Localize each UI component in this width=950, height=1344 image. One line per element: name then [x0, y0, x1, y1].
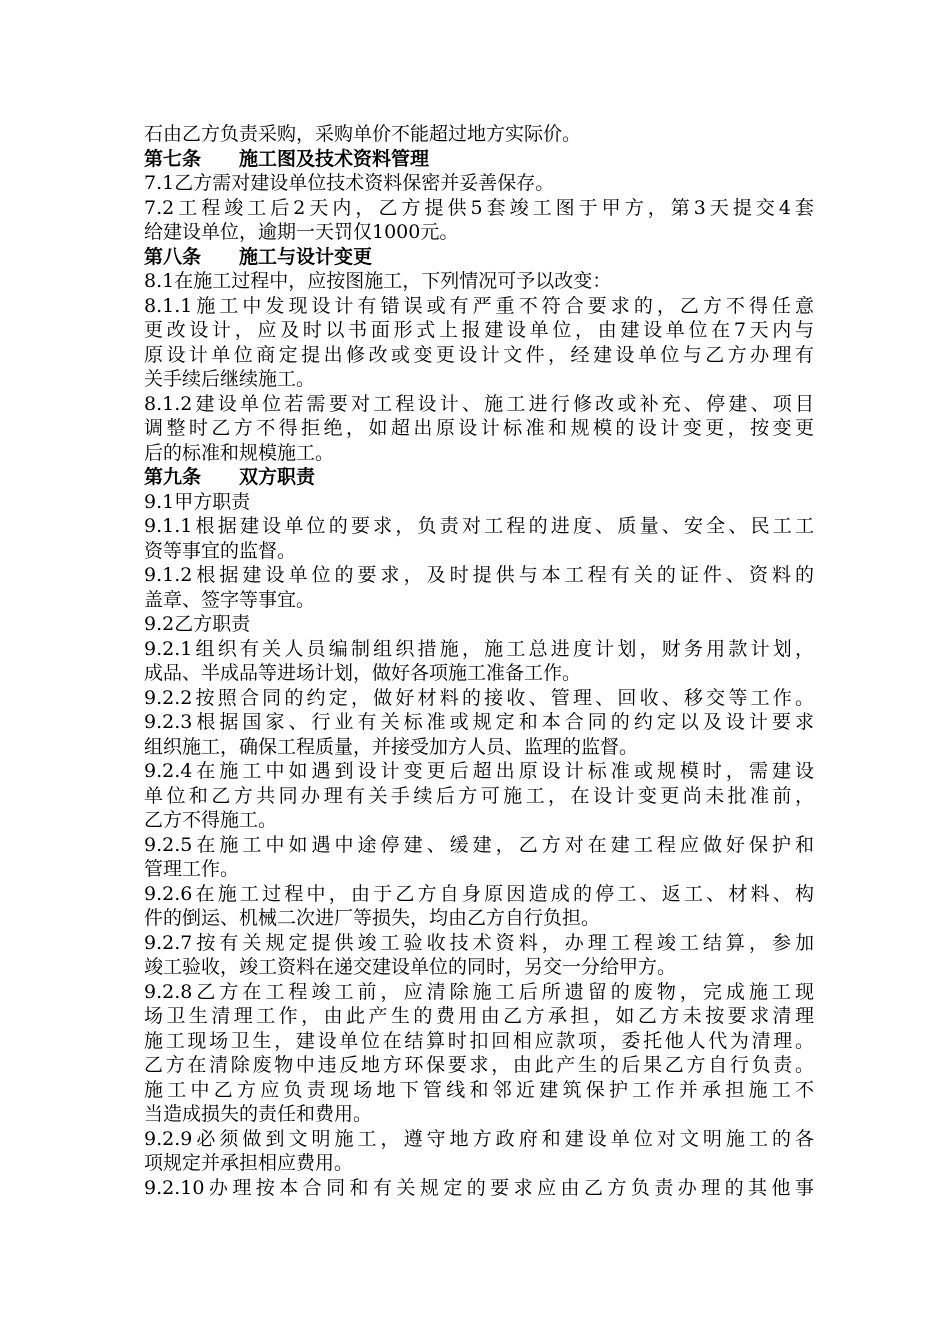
document-page	[144, 122, 814, 1200]
text-line: 关手续后继续施工。	[144, 368, 316, 390]
text-line: 9.2乙方职责	[144, 613, 251, 635]
text-line: 成品、半成品等进场计划，做好各项施工准备工作。	[144, 662, 582, 684]
text-line: 管理工作。	[144, 858, 240, 880]
text-line: 后的标准和规模施工。	[144, 441, 335, 464]
text-line: 竣工验收，竣工资料在递交建设单位的同时，另交一分给甲方。	[144, 956, 677, 978]
text-line: 9.1.2根据建设单位的要求，及时提供与本工程有关的证件、资料的	[144, 564, 814, 586]
text-line: 件的倒运、机械二次进厂等损失，均由乙方自行负担。	[144, 907, 601, 929]
text-line: 9.1甲方职责	[144, 490, 251, 513]
text-line: 资等事宜的监督。	[144, 539, 297, 562]
text-line: 组织施工，确保工程质量，并接受加方人员、监理的监督。	[144, 735, 639, 758]
text-line: 更改设计，应及时以书面形式上报建设单位，由建设单位在7天内与	[144, 319, 814, 341]
text-line: 8.1在施工过程中，应按图施工，下列情况可予以改变：	[144, 270, 612, 292]
text-line: 9.2.6在施工过程中，由于乙方自身原因造成的停工、返工、材料、构	[144, 882, 814, 905]
text-line: 施工现场卫生，建设单位在结算时扣回相应款项，委托他人代为清理。	[144, 1029, 814, 1052]
text-line: 9.2.1组织有关人员编制组织措施，施工总进度计划，财务用款计划，	[144, 637, 814, 660]
text-line: 7.1乙方需对建设单位技术资料保密并妥善保存。	[144, 172, 555, 194]
text-line: 项规定并承担相应费用。	[144, 1152, 354, 1174]
text-line: 8.1.2建设单位若需要对工程设计、施工进行修改或补充、停建、项目	[144, 392, 814, 415]
text-line: 盖章、签字等事宜。	[144, 588, 316, 611]
article-heading: 第七条 施工图及技术资料管理	[144, 147, 430, 170]
text-line: 乙方不得施工。	[144, 809, 278, 831]
text-line: 9.2.8乙方在工程竣工前，应清除施工后所遗留的废物，完成施工现	[144, 980, 814, 1003]
text-line: 9.2.9必须做到文明施工，遵守地方政府和建设单位对文明施工的各	[144, 1127, 814, 1150]
text-line: 施工中乙方应负责现场地下管线和邻近建筑保护工作并承担施工不	[144, 1078, 814, 1101]
text-line: 8.1.1施工中发现设计有错误或有严重不符合要求的，乙方不得任意	[144, 294, 814, 317]
text-line: 给建设单位，逾期一天罚仅1000元。	[144, 221, 459, 243]
article-heading: 第九条 双方职责	[144, 466, 316, 488]
text-line: 9.2.3根据国家、行业有关标准或规定和本合同的约定以及设计要求	[144, 711, 814, 733]
text-line: 乙方在清除废物中违反地方环保要求，由此产生的后果乙方自行负责。	[144, 1054, 814, 1076]
text-line: 单位和乙方共同办理有关手续后方可施工，在设计变更尚未批准前，	[144, 784, 814, 807]
text-line: 9.2.2按照合同的约定，做好材料的接收、管理、回收、移交等工作。	[144, 686, 814, 709]
text-line: 7.2工程竣工后2天内，乙方提供5套竣工图于甲方，第3天提交4套	[144, 196, 814, 219]
text-line: 9.2.7按有关规定提供竣工验收技术资料，办理工程竣工结算，参加	[144, 931, 814, 954]
text-line: 9.2.10办理按本合同和有关规定的要求应由乙方负责办理的其他事	[144, 1176, 814, 1199]
text-line: 场卫生清理工作，由此产生的费用由乙方承担，如乙方未按要求清理	[144, 1005, 814, 1027]
text-line: 调整时乙方不得拒绝，如超出原设计标准和规模的设计变更，按变更	[144, 417, 814, 439]
article-heading: 第八条 施工与设计变更	[144, 245, 373, 268]
text-line: 9.2.5在施工中如遇中途停建、缓建，乙方对在建工程应做好保护和	[144, 833, 814, 856]
text-line: 9.1.1根据建设单位的要求，负责对工程的进度、质量、安全、民工工	[144, 515, 814, 537]
text-line: 9.2.4在施工中如遇到设计变更后超出原设计标准或规模时，需建设	[144, 760, 814, 782]
text-line: 石由乙方负责采购，采购单价不能超过地方实际价。	[144, 123, 582, 145]
text-line: 原设计单位商定提出修改或变更设计文件，经建设单位与乙方办理有	[144, 343, 814, 366]
text-line: 当造成损失的责任和费用。	[144, 1103, 373, 1125]
